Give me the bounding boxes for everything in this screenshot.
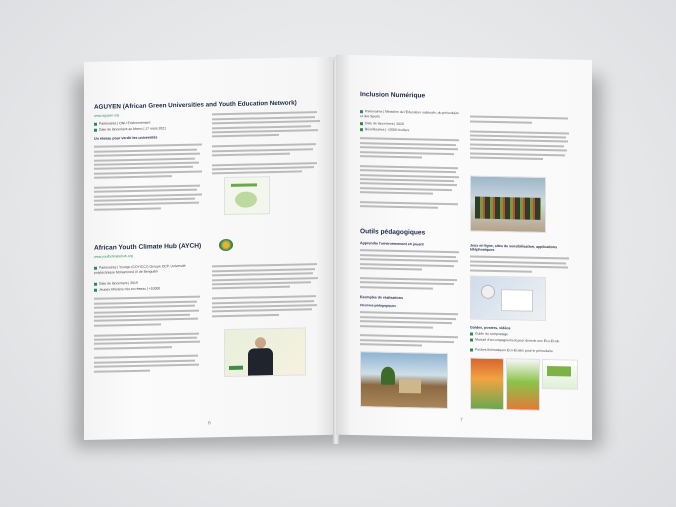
guides-heading: Guides, posters, vidéos: [470, 325, 511, 331]
aguyen-title: AGUYEN (African Green Universities and Youth Education Network): [94, 99, 297, 111]
inclusion-body-col2: [470, 113, 574, 162]
aguyen-body-col1: [94, 141, 206, 213]
aych-logo: [219, 239, 233, 251]
exemples-heading: Exemples de réalisations: [360, 295, 403, 301]
jeux-body: [470, 253, 574, 275]
inclusion-bullet-3: Bénéficiaires | +2000 écoliers: [360, 127, 409, 133]
aych-video-still: [224, 327, 306, 377]
aguyen-bullet-1: Partenaires | ONU Environnement: [94, 121, 150, 127]
guides-bullet-2: Manuel d'accompagnement pour devenir une Éco-École: [470, 337, 574, 344]
chemins-list: [360, 309, 464, 350]
chemin-landscape-photo: [360, 351, 448, 409]
aych-bullet-1: Partenaires | Youngo (COY/CCJ) Groupe OCP, Université polytechnique Mohammed VI de Benguérir: [94, 263, 186, 275]
guide-cover-1: [470, 357, 504, 410]
inclusion-bullet-1: Partenaires | Ministère de l'Éducation nationale, du préscolaire et des Sports: [360, 109, 459, 119]
outils-subheading: Apprendre l'environnement en jouant: [360, 241, 424, 247]
aych-bullet-3: Jeunes Africains mis en réseau | +10000: [94, 286, 160, 292]
guides-bullet-3: Posters thématiques Éco-Écoles pour le préscolaire: [470, 347, 580, 354]
right-page: [336, 55, 592, 440]
aych-url[interactable]: www.youthclimatehub.org: [94, 253, 133, 259]
inclusion-body-col1: [360, 135, 464, 212]
outils-body: [360, 247, 464, 292]
guide-cover-3: [542, 359, 578, 390]
aych-body-col1: [94, 293, 206, 374]
aguyen-bullet-2: Date de lancement au Maroc | 17 mars 2021: [94, 126, 166, 132]
aguyen-body-col2: [212, 109, 324, 177]
jeux-heading: Jeux en ligne, sites de sensibilisation, applications téléphoniques: [470, 243, 558, 253]
aych-body-col2: [212, 261, 324, 319]
left-page-number: 6: [208, 420, 211, 427]
aguyen-booklet-image: [224, 176, 270, 215]
outils-title: Outils pédagogiques: [360, 228, 426, 237]
guides-bullet-1: Guide du compostage: [470, 331, 508, 336]
aych-title: African Youth Climate Hub (AYCH): [94, 242, 202, 252]
left-page: [84, 57, 336, 440]
inclusion-title: Inclusion Numérique: [360, 91, 426, 100]
right-page-number: 7: [460, 417, 463, 424]
aych-bullet-2: Date de lancement | 2019: [94, 281, 138, 287]
aguyen-subheading: Un réseau pour verdir les universités: [94, 135, 158, 141]
jeux-photo: [470, 275, 546, 321]
chemins-heading: Chemins pédagogiques: [360, 303, 396, 308]
guide-cover-2: [506, 358, 540, 411]
aguyen-url[interactable]: www.aguyen.org: [94, 113, 120, 118]
inclusion-group-photo: [470, 175, 546, 233]
inclusion-bullet-2: Date de lancement | 2020: [360, 121, 404, 127]
